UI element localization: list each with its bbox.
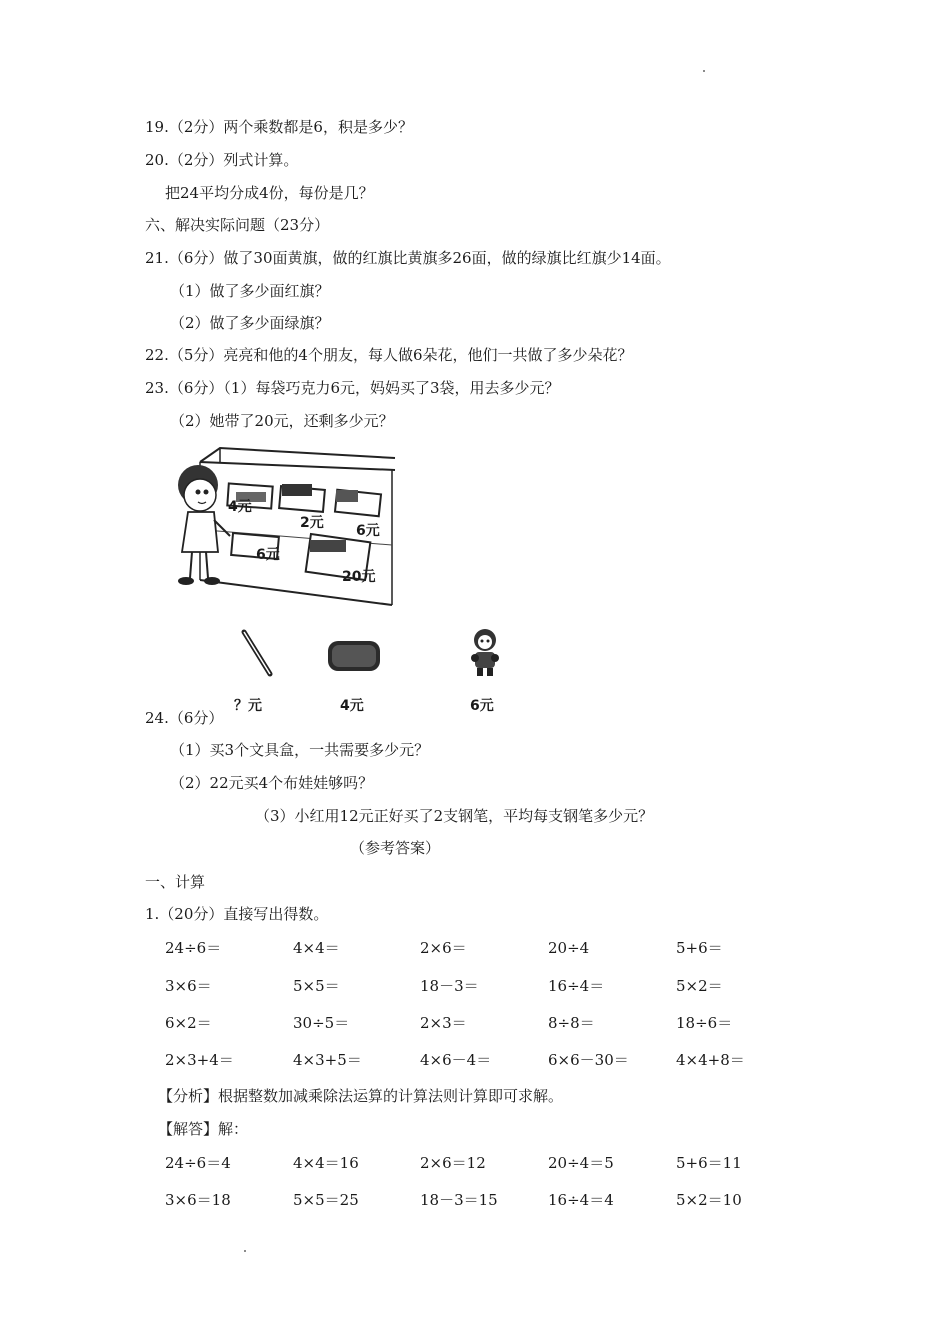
pen-price: ？元 (234, 698, 262, 714)
scan-dot (244, 1250, 246, 1252)
doll-image (466, 626, 504, 682)
calc-cell: 6×6－30＝ (548, 1051, 629, 1069)
solution-label: 【解答】解： (158, 1120, 249, 1138)
question-20-sub: 把24平均分成4份，每份是几？ (165, 184, 374, 202)
calc-cell: 18－3＝ (420, 977, 479, 995)
pen-image (240, 628, 276, 684)
calc-cell: 18÷6＝ (676, 1014, 733, 1032)
shop-counter-illustration (160, 440, 400, 615)
question-24: 24.（6分） (145, 709, 224, 727)
calc-cell: 4×4+8＝ (676, 1051, 745, 1069)
analysis-text: 【分析】根据整数加减乘除法运算的计算法则计算即可求解。 (158, 1087, 564, 1105)
calc-cell: 3×6＝ (165, 977, 212, 995)
pencil-case-price: 4元 (340, 698, 364, 714)
question-19: 19.（2分）两个乘数都是6，积是多少？ (145, 118, 413, 136)
answer-1-heading: 1.（20分）直接写出得数。 (145, 905, 329, 923)
shop-price-tag: 2元 (300, 515, 324, 531)
shop-price-tag: 4元 (228, 499, 252, 515)
calc-cell: 30÷5＝ (293, 1014, 350, 1032)
question-21-part-2: （2）做了多少面绿旗？ (170, 314, 330, 332)
calc-cell: 2×3＝ (420, 1014, 467, 1032)
question-20: 20.（2分）列式计算。 (145, 151, 299, 169)
question-23-part-2: （2）她带了20元，还剩多少元？ (170, 412, 394, 430)
question-23: 23.（6分）（1）每袋巧克力6元，妈妈买了3袋，用去多少元？ (145, 379, 560, 397)
answer-cell: 18－3＝15 (420, 1191, 498, 1209)
answer-cell: 3×6＝18 (165, 1191, 231, 1209)
doll-price: 6元 (470, 698, 494, 714)
answer-cell: 5+6＝11 (676, 1154, 742, 1172)
pencil-case-image (326, 639, 382, 677)
answers-title: （参考答案） (350, 839, 441, 857)
section-1-heading: 一、计算 (145, 873, 206, 891)
calc-cell: 4×6－4＝ (420, 1051, 492, 1069)
answer-cell: 4×4＝16 (293, 1154, 359, 1172)
calc-cell: 20÷4 (548, 939, 590, 957)
shop-price-tag: 6元 (256, 547, 280, 563)
calc-cell: 5+6＝ (676, 939, 723, 957)
answer-cell: 5×2＝10 (676, 1191, 742, 1209)
section-6-heading: 六、解决实际问题（23分） (145, 216, 330, 234)
calc-cell: 24÷6＝ (165, 939, 222, 957)
question-24-part-3: （3）小红用12元正好买了2支钢笔，平均每支钢笔多少元？ (255, 807, 654, 825)
question-21: 21.（6分）做了30面黄旗，做的红旗比黄旗多26面，做的绿旗比红旗少14面。 (145, 249, 671, 267)
answer-cell: 2×6＝12 (420, 1154, 486, 1172)
pen-icon (240, 628, 276, 680)
calc-cell: 16÷4＝ (548, 977, 605, 995)
answer-cell: 20÷4＝5 (548, 1154, 614, 1172)
calc-cell: 5×2＝ (676, 977, 723, 995)
shop-price-tag: 6元 (356, 523, 380, 539)
calc-cell: 2×6＝ (420, 939, 467, 957)
calc-cell: 5×5＝ (293, 977, 340, 995)
scan-dot (703, 70, 705, 72)
question-24-part-2: （2）22元买4个布娃娃够吗？ (170, 774, 374, 792)
question-22: 22.（5分）亮亮和他的4个朋友，每人做6朵花，他们一共做了多少朵花？ (145, 346, 633, 364)
doll-icon (466, 626, 504, 678)
calc-cell: 4×3+5＝ (293, 1051, 362, 1069)
question-21-part-1: （1）做了多少面红旗？ (170, 282, 330, 300)
calc-cell: 4×4＝ (293, 939, 340, 957)
calc-cell: 2×3+4＝ (165, 1051, 234, 1069)
answer-cell: 5×5＝25 (293, 1191, 359, 1209)
question-24-part-1: （1）买3个文具盒，一共需要多少元？ (170, 741, 430, 759)
pencil-case-icon (326, 639, 382, 673)
answer-cell: 16÷4＝4 (548, 1191, 614, 1209)
answer-cell: 24÷6＝4 (165, 1154, 231, 1172)
calc-cell: 8÷8＝ (548, 1014, 595, 1032)
calc-cell: 6×2＝ (165, 1014, 212, 1032)
shop-price-tag: 20元 (342, 569, 376, 585)
